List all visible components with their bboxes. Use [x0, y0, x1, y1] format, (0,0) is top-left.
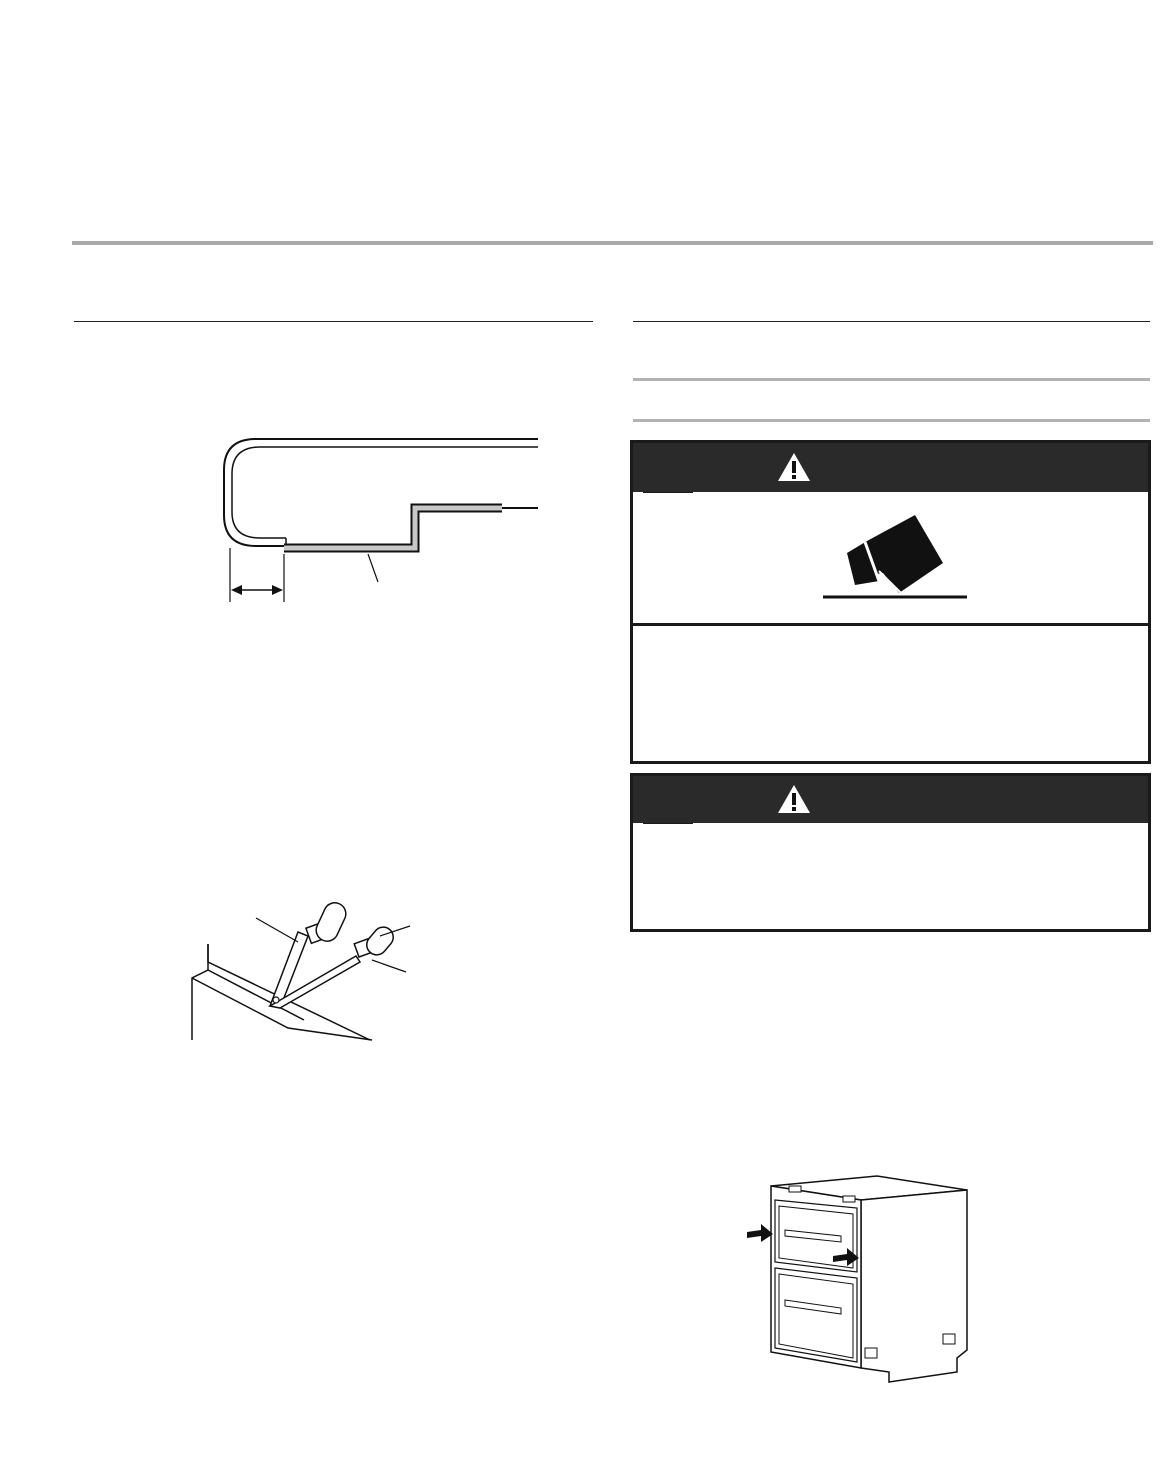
- door-hinge-clips-diagram: [180, 880, 420, 1050]
- signal-word-underline: [643, 823, 693, 824]
- left-section-divider: [74, 321, 593, 322]
- right-section-divider: [633, 321, 1150, 322]
- warning-triangle-icon: [776, 451, 812, 483]
- top-divider: [72, 241, 1153, 245]
- countertop-clearance-diagram: [210, 430, 550, 610]
- signal-word-underline: [643, 492, 693, 493]
- tip-over-hazard-icon: [821, 511, 971, 603]
- warning-box-divider: [633, 623, 1148, 626]
- right-subsection-divider-1: [633, 378, 1150, 381]
- warning-box-tip-over: [630, 440, 1151, 764]
- warning-header: [633, 443, 1148, 492]
- warning-box-secondary: [630, 773, 1151, 932]
- warning-header: [633, 776, 1148, 823]
- double-drawer-appliance-diagram: [745, 1172, 975, 1390]
- warning-triangle-icon: [776, 783, 812, 815]
- right-subsection-divider-2: [633, 419, 1150, 422]
